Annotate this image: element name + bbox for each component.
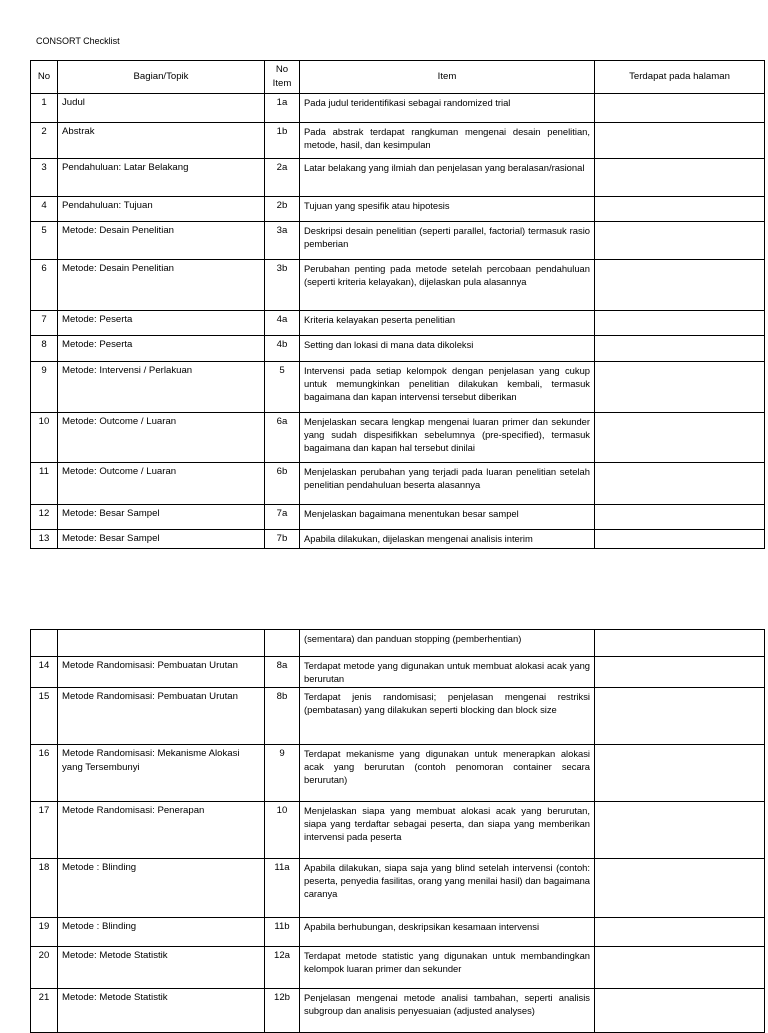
row-item-code: 3b: [265, 260, 300, 311]
table-row: [31, 222, 765, 260]
row-item-text: Menjelaskan bagaimana menentukan besar sampel: [300, 505, 595, 530]
row-number: 14: [31, 657, 58, 688]
row-page-cell: [595, 657, 765, 688]
row-item-code: 7a: [265, 505, 300, 530]
row-item-code: 4b: [265, 336, 300, 362]
row-page-cell: [595, 530, 765, 549]
row-number: 1: [31, 94, 58, 123]
table-row: [31, 947, 765, 989]
row-page-cell: [595, 311, 765, 336]
header-page: Terdapat pada halaman: [595, 61, 765, 94]
row-section: Metode: Besar Sampel: [58, 505, 265, 530]
table-row: [31, 630, 765, 657]
row-section: Abstrak: [58, 123, 265, 159]
row-item-code: 6b: [265, 463, 300, 505]
row-item-code: 6a: [265, 413, 300, 463]
row-section: Metode: Metode Statistik: [58, 989, 265, 1033]
row-section: Metode Randomisasi: Pembuatan Urutan: [58, 688, 265, 745]
table-row: [31, 94, 765, 123]
row-number: 18: [31, 859, 58, 918]
row-page-cell: [595, 260, 765, 311]
table-row: [31, 463, 765, 505]
table-row: [31, 657, 765, 688]
row-item-code: 11a: [265, 859, 300, 918]
row-page-cell: [595, 918, 765, 947]
row-item-code: 9: [265, 745, 300, 802]
document-title: CONSORT Checklist: [36, 36, 120, 46]
row-number: 4: [31, 197, 58, 222]
row-number: 2: [31, 123, 58, 159]
row-page-cell: [595, 630, 765, 657]
row-item-text: Deskripsi desain penelitian (seperti parallel, factorial) termasuk rasio pemberian: [300, 222, 595, 260]
row-page-cell: [595, 947, 765, 989]
table-row: [31, 260, 765, 311]
row-page-cell: [595, 802, 765, 859]
row-section: Metode: Peserta: [58, 336, 265, 362]
table-row: [31, 802, 765, 859]
row-page-cell: [595, 159, 765, 197]
row-section: Metode Randomisasi: Penerapan: [58, 802, 265, 859]
row-section: Metode Randomisasi: Pembuatan Urutan: [58, 657, 265, 688]
table-row: [31, 918, 765, 947]
row-item-code: 10: [265, 802, 300, 859]
row-number: 7: [31, 311, 58, 336]
row-page-cell: [595, 688, 765, 745]
row-page-cell: [595, 505, 765, 530]
row-item-code: 8b: [265, 688, 300, 745]
header-item: Item: [300, 61, 595, 94]
table-row: [31, 336, 765, 362]
row-section: Metode : Blinding: [58, 918, 265, 947]
row-page-cell: [595, 336, 765, 362]
row-item-text: Intervensi pada setiap kelompok dengan penjelasan yang cukup untuk memungkinkan penelitian dilakukan kembali, termasuk bagaimana dan kapan intervensi tersebut diberikan: [300, 362, 595, 413]
row-section: Metode: Desain Penelitian: [58, 260, 265, 311]
row-number: 13: [31, 530, 58, 549]
row-item-text: Menjelaskan perubahan yang terjadi pada luaran penelitian setelah penelitian pendahuluan beserta alasannya: [300, 463, 595, 505]
header-item-no: No Item: [265, 61, 300, 94]
row-item-code: 12a: [265, 947, 300, 989]
row-item-text: Latar belakang yang ilmiah dan penjelasan yang beralasan/rasional: [300, 159, 595, 197]
row-item-code: 4a: [265, 311, 300, 336]
row-section: Pendahuluan: Latar Belakang: [58, 159, 265, 197]
row-number: 6: [31, 260, 58, 311]
row-item-text: Pada abstrak terdapat rangkuman mengenai desain penelitian, metode, hasil, dan kesimpulan: [300, 123, 595, 159]
row-number: [31, 630, 58, 657]
row-item-text: Terdapat metode yang digunakan untuk membuat alokasi acak yang berurutan: [300, 657, 595, 688]
row-item-code: 2b: [265, 197, 300, 222]
table-row: [31, 859, 765, 918]
header-section: Bagian/Topik: [58, 61, 265, 94]
table-row: [31, 989, 765, 1033]
row-section: Metode: Intervensi / Perlakuan: [58, 362, 265, 413]
row-section: Metode: Peserta: [58, 311, 265, 336]
table-row: [31, 197, 765, 222]
row-number: 21: [31, 989, 58, 1033]
table-row: [31, 413, 765, 463]
row-page-cell: [595, 123, 765, 159]
table-row: [31, 688, 765, 745]
row-item-code: 11b: [265, 918, 300, 947]
row-item-code: 2a: [265, 159, 300, 197]
row-section: Metode: Metode Statistik: [58, 947, 265, 989]
row-item-text: Terdapat mekanisme yang digunakan untuk menerapkan alokasi acak yang berurutan (contoh penomoran container secara berurutan): [300, 745, 595, 802]
row-number: 10: [31, 413, 58, 463]
row-item-text: Apabila dilakukan, dijelaskan mengenai analisis interim: [300, 530, 595, 549]
row-item-code: 1b: [265, 123, 300, 159]
row-item-text: Menjelaskan secara lengkap mengenai luaran primer dan sekunder yang sudah dispesifikkan sebelumnya (pre-specified), termasuk bagaimana dan kapan hal tersebut dinilai: [300, 413, 595, 463]
row-item-text: Apabila berhubungan, deskripsikan kesamaan intervensi: [300, 918, 595, 947]
row-number: 12: [31, 505, 58, 530]
row-item-text: Terdapat metode statistic yang digunakan untuk membandingkan kelompok luaran primer dan sekunder: [300, 947, 595, 989]
row-item-code: 3a: [265, 222, 300, 260]
checklist-table-page-1: [30, 60, 765, 549]
row-number: 20: [31, 947, 58, 989]
row-number: 19: [31, 918, 58, 947]
row-item-text: Kriteria kelayakan peserta penelitian: [300, 311, 595, 336]
row-page-cell: [595, 413, 765, 463]
header-no: No: [31, 61, 58, 94]
row-section: [58, 630, 265, 657]
table-row: [31, 530, 765, 549]
row-item-code: [265, 630, 300, 657]
row-page-cell: [595, 222, 765, 260]
table-row: [31, 362, 765, 413]
row-item-code: 8a: [265, 657, 300, 688]
row-item-text: Pada judul teridentifikasi sebagai randomized trial: [300, 94, 595, 123]
table-row: [31, 123, 765, 159]
row-page-cell: [595, 362, 765, 413]
table-row: [31, 311, 765, 336]
row-section: Metode: Desain Penelitian: [58, 222, 265, 260]
row-section: Pendahuluan: Tujuan: [58, 197, 265, 222]
row-number: 16: [31, 745, 58, 802]
row-number: 15: [31, 688, 58, 745]
table-row: [31, 505, 765, 530]
row-item-code: 1a: [265, 94, 300, 123]
row-item-text: Setting dan lokasi di mana data dikoleksi: [300, 336, 595, 362]
row-item-code: 5: [265, 362, 300, 413]
row-section: Metode : Blinding: [58, 859, 265, 918]
row-number: 11: [31, 463, 58, 505]
table-row: [31, 159, 765, 197]
row-section: Metode: Besar Sampel: [58, 530, 265, 549]
row-page-cell: [595, 94, 765, 123]
row-item-code: 7b: [265, 530, 300, 549]
row-number: 8: [31, 336, 58, 362]
row-item-text: Penjelasan mengenai metode analisi tambahan, seperti analisis subgroup dan analisis penyesuaian (adjusted analyses): [300, 989, 595, 1033]
row-item-text: Tujuan yang spesifik atau hipotesis: [300, 197, 595, 222]
checklist-table-page-2: [30, 629, 765, 1033]
row-section: Metode: Outcome / Luaran: [58, 413, 265, 463]
row-item-text: Menjelaskan siapa yang membuat alokasi acak yang berurutan, siapa yang terdaftar sebagai peserta, dan siapa yang memberikan intervensi pada peserta: [300, 802, 595, 859]
row-number: 9: [31, 362, 58, 413]
table-row: [31, 745, 765, 802]
row-section: Metode Randomisasi: Mekanisme Alokasi yang Tersembunyi: [58, 745, 265, 802]
row-number: 17: [31, 802, 58, 859]
row-section: Metode: Outcome / Luaran: [58, 463, 265, 505]
row-page-cell: [595, 197, 765, 222]
row-number: 5: [31, 222, 58, 260]
row-item-text: Perubahan penting pada metode setelah percobaan pendahuluan (seperti kriteria kelayakan), dijelaskan pula alasannya: [300, 260, 595, 311]
row-item-code: 12b: [265, 989, 300, 1033]
row-page-cell: [595, 859, 765, 918]
row-item-text: (sementara) dan panduan stopping (pemberhentian): [300, 630, 595, 657]
row-item-text: Apabila dilakukan, siapa saja yang blind setelah intervensi (contoh: peserta, penyedia fasilitas, orang yang menilai hasil) dan bagaimana caranya: [300, 859, 595, 918]
row-page-cell: [595, 989, 765, 1033]
row-page-cell: [595, 745, 765, 802]
row-page-cell: [595, 463, 765, 505]
row-number: 3: [31, 159, 58, 197]
row-section: Judul: [58, 94, 265, 123]
row-item-text: Terdapat jenis randomisasi; penjelasan mengenai restriksi (pembatasan) yang dilakukan seperti blocking dan block size: [300, 688, 595, 745]
